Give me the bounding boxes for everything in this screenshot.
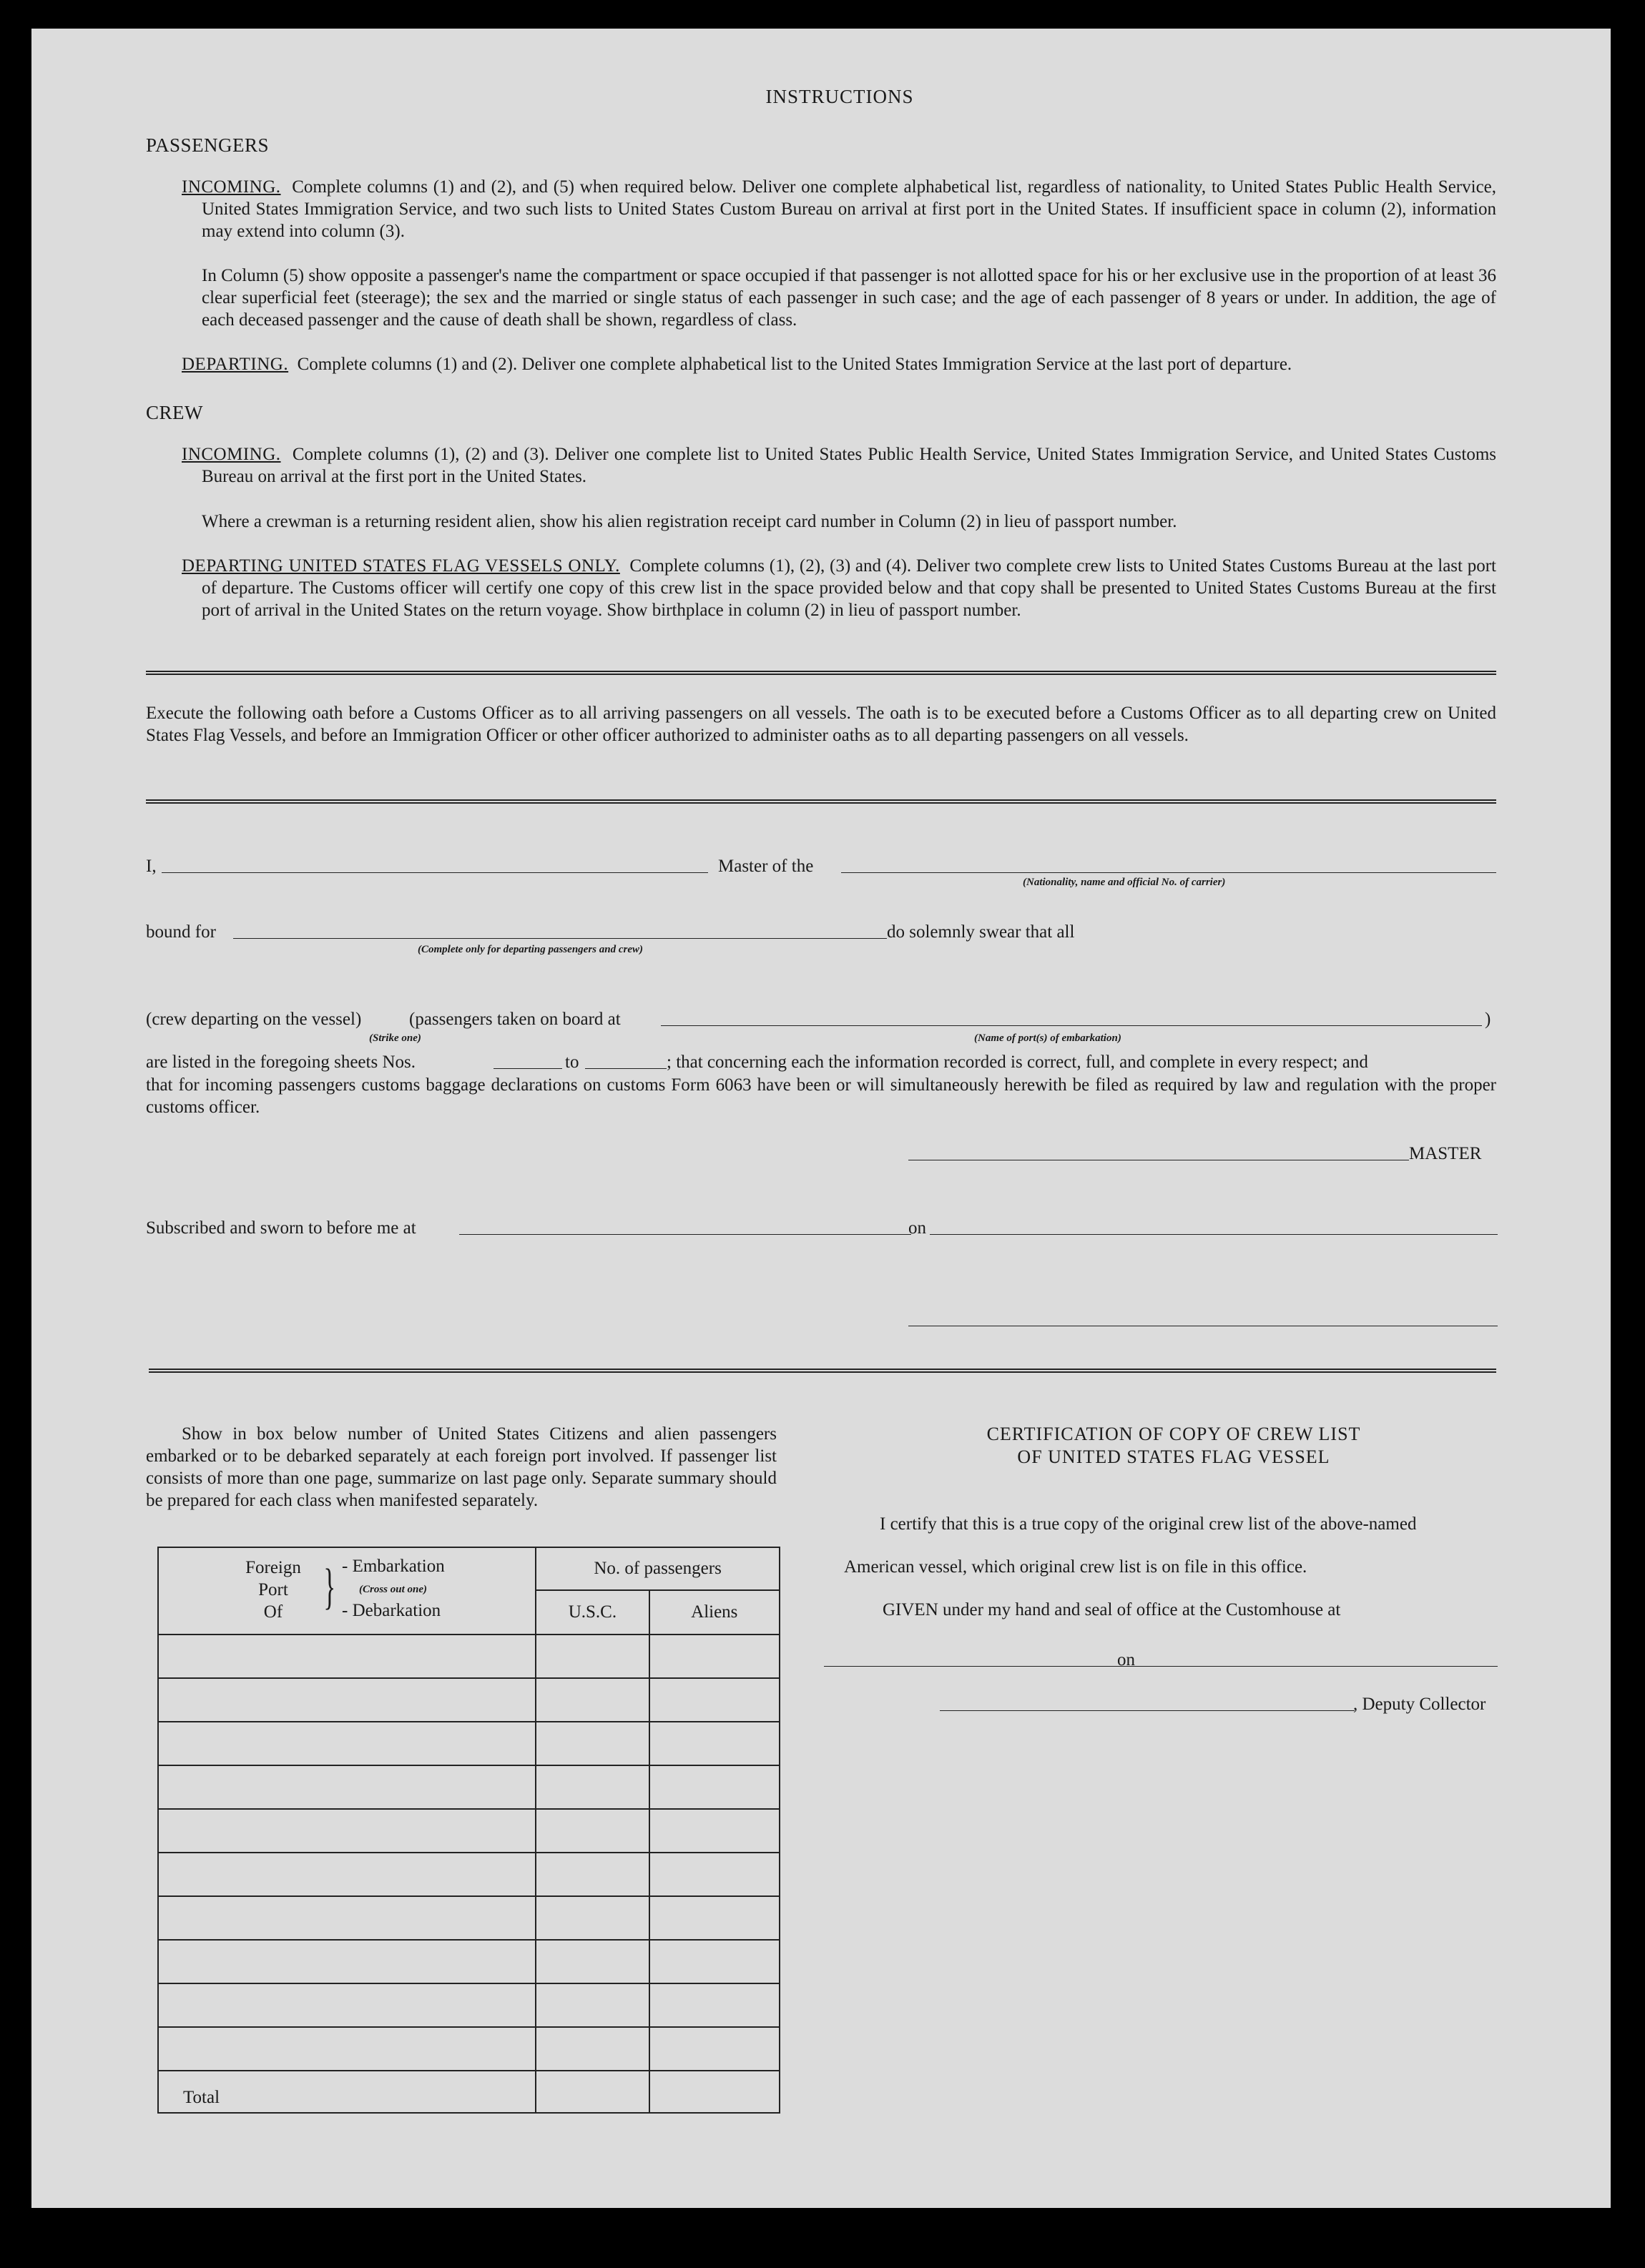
crew-incoming-text: Complete columns (1), (2) and (3). Deliver one complete list to United States Public Health Service, United States Immigration Service, and United States Customs Bureau on arrival at the first port in the United States.	[202, 445, 1497, 486]
bound-for-label: bound for	[146, 922, 216, 942]
subscribed-place-field[interactable]	[459, 1234, 911, 1235]
bound-for-field[interactable]	[233, 938, 887, 939]
swear-label: do solemnly swear that all	[887, 922, 1075, 942]
usc-cell[interactable]	[536, 1896, 649, 1940]
passengers-departing-text: Complete columns (1) and (2). Deliver one complete alphabetical list to the United States Immigration Service at the last port of departure.	[297, 355, 1292, 374]
table-row	[158, 1896, 780, 1940]
usc-cell[interactable]	[536, 2027, 649, 2071]
listed-rest: ; that concerning each the information recorded is correct, full, and complete in every respect; and	[667, 1052, 1368, 1072]
table-row	[158, 1722, 780, 1765]
sheet-to-field[interactable]	[585, 1068, 667, 1069]
embarkation-ports-field[interactable]	[661, 1025, 1482, 1026]
port-label: Port	[258, 1580, 288, 1599]
aliens-cell[interactable]	[649, 1853, 780, 1896]
oath-intro-paragraph: Execute the following oath before a Customs Officer as to all arriving passengers on all vessels. The oath is to be executed before a Customs Officer as to all departing crew on United States Flag Vessels, and before an Immigration Officer or other officer authorized to administer oaths as to all departing passengers on all vessels.	[146, 704, 1496, 745]
summary-instructions: Show in box below number of United States Citizens and alien passengers embarked or to be debarked separately at each foreign port involved. If passenger list consists of more than one page, summarize on last page only. Separate summary should be prepared for each class when manifested separately.	[146, 1424, 777, 1510]
deputy-collector-label: , Deputy Collector	[1353, 1695, 1486, 1714]
usc-cell[interactable]	[536, 1809, 649, 1853]
passengers-departing-lead: DEPARTING.	[182, 355, 289, 374]
crew-departing-option[interactable]: (crew departing on the vessel)	[146, 1010, 362, 1029]
table-row	[158, 2027, 780, 2071]
master-name-field[interactable]	[162, 872, 708, 873]
crew-departing-text: Complete columns (1), (2), (3) and (4). Deliver two complete crew lists to United States Customs Bureau at the last port of departure. The Customs officer will certify one copy of this crew list in the space provided below and that copy shall be presented to United States Customs Bureau at the first port of arrival in the United States on the return voyage. Show birthplace in column (2) in lieu of passport number.	[202, 556, 1496, 620]
crew-departing-lead: DEPARTING UNITED STATES FLAG VESSELS ONLY.	[182, 556, 620, 576]
crew-incoming-lead: INCOMING.	[182, 445, 281, 464]
master-label: MASTER	[1409, 1144, 1482, 1163]
usc-cell[interactable]	[536, 1853, 649, 1896]
table-row	[158, 1635, 780, 1678]
strike-hint: (Strike one)	[369, 1032, 421, 1044]
table-row	[158, 1853, 780, 1896]
customhouse-field[interactable]	[824, 1666, 1147, 1667]
port-cell[interactable]	[158, 1940, 536, 1983]
table-row	[158, 1940, 780, 1983]
usc-cell[interactable]	[536, 1983, 649, 2027]
close-paren: )	[1485, 1010, 1491, 1029]
table-row	[158, 1983, 780, 2027]
aliens-cell[interactable]	[649, 2027, 780, 2071]
usc-cell[interactable]	[536, 1678, 649, 1722]
given-text: GIVEN under my hand and seal of office at the Customhouse at	[883, 1600, 1341, 1619]
port-cell[interactable]	[158, 1678, 536, 1722]
port-cell[interactable]	[158, 1635, 536, 1678]
subscribed-date-field[interactable]	[930, 1234, 1498, 1235]
aliens-cell[interactable]	[649, 1940, 780, 1983]
form-page	[31, 29, 1611, 2208]
page-title: INSTRUCTIONS	[765, 86, 914, 107]
table-header-row	[158, 1547, 780, 1590]
passengers-column5-paragraph: In Column (5) show opposite a passenger's name the compartment or space occupied if that passenger is not allotted space for his or her exclusive use in the proportion of at least 36 clear superficial feet (steerage); the sex and the married or single status of each passenger in such case; and the age of each passenger of 8 years or under. In addition, the age of each deceased passenger and the cause of death shall be shown, regardless of class.	[202, 266, 1496, 330]
oath-on-label: on	[908, 1218, 926, 1238]
no-passengers-header: No. of passengers	[536, 1547, 780, 1590]
port-cell[interactable]	[158, 1765, 536, 1809]
certify-line1: I certify that this is a true copy of the original crew list of the above-named	[880, 1514, 1417, 1534]
total-usc-cell[interactable]	[536, 2071, 649, 2113]
listed-label: are listed in the foregoing sheets Nos.	[146, 1052, 416, 1072]
passengers-departing-paragraph	[182, 353, 1496, 375]
port-cell[interactable]	[158, 1896, 536, 1940]
to-label: to	[565, 1052, 579, 1072]
passengers-heading: PASSENGERS	[146, 134, 270, 156]
aliens-cell[interactable]	[649, 1722, 780, 1765]
cert-date-field[interactable]	[1137, 1666, 1498, 1667]
aliens-cell[interactable]	[649, 1896, 780, 1940]
ports-hint: (Name of port(s) of embarkation)	[974, 1032, 1121, 1044]
usc-cell[interactable]	[536, 1722, 649, 1765]
embarkation-option[interactable]: - Embarkation	[342, 1557, 445, 1576]
master-of-label: Master of the	[718, 857, 814, 876]
table-row	[158, 1809, 780, 1853]
cross-out-hint: (Cross out one)	[359, 1584, 428, 1595]
table-row	[158, 1678, 780, 1722]
passengers-incoming-paragraph	[182, 176, 1496, 242]
brace-icon: }	[323, 1559, 336, 1614]
aliens-cell[interactable]	[649, 1983, 780, 2027]
cert-on-label: on	[1117, 1650, 1135, 1670]
table-row	[158, 1765, 780, 1809]
summary-body	[158, 1635, 780, 2071]
port-cell[interactable]	[158, 1722, 536, 1765]
usc-header: U.S.C.	[536, 1590, 649, 1635]
carrier-hint: (Nationality, name and official No. of carrier)	[1023, 877, 1226, 888]
aliens-cell[interactable]	[649, 1678, 780, 1722]
passengers-taken-option[interactable]: (passengers taken on board at	[409, 1010, 621, 1029]
port-cell[interactable]	[158, 1853, 536, 1896]
section-divider	[146, 799, 1496, 804]
total-row	[158, 2071, 780, 2113]
crew-incoming-paragraph	[182, 443, 1496, 488]
passengers-incoming-lead: INCOMING.	[182, 177, 281, 197]
sheet-from-field[interactable]	[494, 1068, 562, 1069]
section-divider	[149, 1369, 1496, 1373]
certification-title-line2: OF UNITED STATES FLAG VESSEL	[1017, 1446, 1330, 1467]
certify-line2: American vessel, which original crew list is on file in this office.	[844, 1557, 1307, 1577]
of-label: Of	[263, 1602, 283, 1622]
crew-departing-paragraph	[182, 555, 1496, 621]
aliens-header: Aliens	[649, 1590, 780, 1635]
port-cell[interactable]	[158, 1809, 536, 1853]
oath-i-label: I,	[146, 857, 157, 876]
deputy-collector-signature-field[interactable]	[940, 1710, 1355, 1711]
usc-cell[interactable]	[536, 1635, 649, 1678]
port-header-cell	[158, 1547, 536, 1635]
crew-returning-paragraph: Where a crewman is a returning resident alien, show his alien registration receipt card number in Column (2) in lieu of passport number.	[202, 512, 1177, 531]
port-cell[interactable]	[158, 2027, 536, 2071]
total-aliens-cell[interactable]	[649, 2071, 780, 2113]
crew-heading: CREW	[146, 402, 203, 423]
aliens-cell[interactable]	[649, 1809, 780, 1853]
foreign-label: Foreign	[245, 1558, 301, 1577]
passenger-summary-table	[157, 1547, 780, 2114]
bound-hint: (Complete only for departing passengers and crew)	[418, 944, 643, 955]
subscribed-label: Subscribed and sworn to before me at	[146, 1218, 416, 1238]
port-cell[interactable]	[158, 1983, 536, 2027]
usc-cell[interactable]	[536, 1940, 649, 1983]
total-label: Total	[158, 2071, 536, 2113]
passengers-incoming-text: Complete columns (1) and (2), and (5) when required below. Deliver one complete alphabetical list, regardless of nationality, to United States Public Health Service, United States Immigration Service, and two such lists to United States Custom Bureau on arrival at first port in the United States. If insufficient space in column (2), information may extend into column (3).	[202, 177, 1497, 241]
aliens-cell[interactable]	[649, 1635, 780, 1678]
aliens-cell[interactable]	[649, 1765, 780, 1809]
listed-continuation: that for incoming passengers customs baggage declarations on customs Form 6063 have been or will simultaneously herewith be filed as required by law and regulation with the proper customs officer.	[146, 1075, 1496, 1117]
carrier-field[interactable]	[841, 872, 1496, 873]
debarkation-option[interactable]: - Debarkation	[342, 1601, 441, 1620]
certification-title	[851, 1423, 1496, 1469]
certification-title-line1: CERTIFICATION OF COPY OF CREW LIST	[986, 1424, 1361, 1444]
usc-cell[interactable]	[536, 1765, 649, 1809]
section-divider	[146, 671, 1496, 675]
